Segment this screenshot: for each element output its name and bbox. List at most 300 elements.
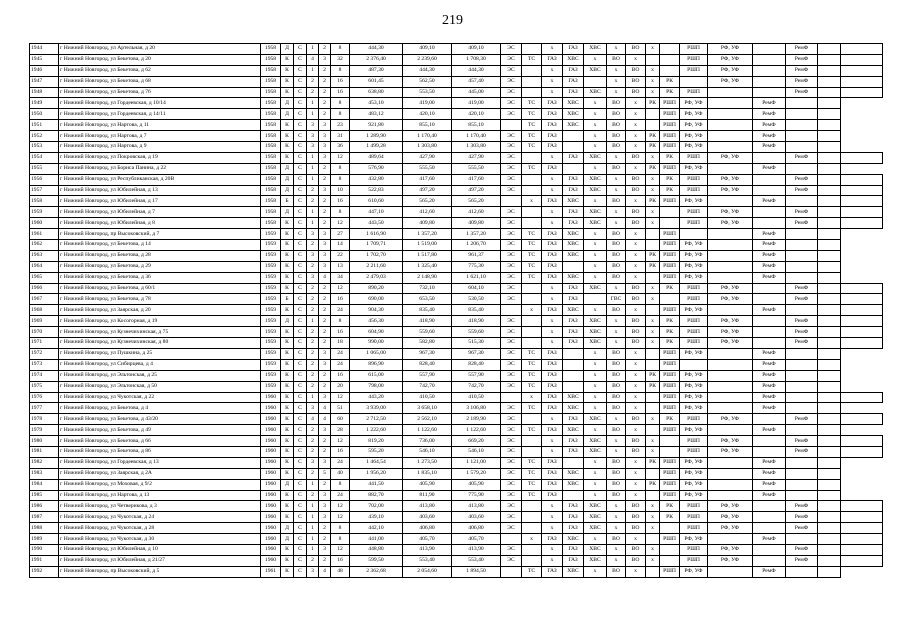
table-cell [646, 109, 660, 120]
table-cell: 811,90 [403, 490, 452, 501]
table-cell: х [584, 54, 607, 65]
table-cell [708, 468, 753, 479]
table-cell: ГАЗ [542, 98, 563, 109]
table-cell [786, 566, 818, 577]
table-cell: х [607, 76, 626, 87]
registry-body [30, 44, 883, 578]
table-cell: 638,80 [350, 87, 403, 98]
table-cell: ЭС [501, 185, 522, 196]
row-number-cell: 1974 [30, 370, 59, 381]
table-cell: ВО [607, 272, 626, 283]
table-cell: ТС [522, 240, 542, 251]
table-cell: х [607, 44, 626, 55]
address-cell: г Нижний Новгород, пр Высоковский, д 5 [59, 566, 261, 577]
table-cell: Д [281, 174, 294, 185]
table-cell: ГАЗ [542, 468, 563, 479]
table-cell: 51 [331, 403, 350, 414]
table-cell: 2 [319, 370, 331, 381]
table-cell: ВО [626, 501, 646, 512]
table-cell: 1 170,40 [403, 131, 452, 142]
table-cell [786, 272, 818, 283]
table-cell: ВО [607, 468, 626, 479]
table-cell: 2 [319, 174, 331, 185]
table-cell [818, 218, 841, 229]
table-cell: РШП [660, 490, 680, 501]
table-cell: 18 [331, 338, 350, 349]
table-cell: 604,10 [452, 283, 501, 294]
table-cell: РК [646, 261, 660, 272]
table-cell: 2 239,60 [403, 54, 452, 65]
address-cell: г Нижний Новгород, ул Бекетова, д 43/20 [59, 414, 261, 425]
row-number-cell: 1945 [30, 54, 59, 65]
table-cell: 742,70 [403, 381, 452, 392]
row-number-cell: 1971 [30, 338, 59, 349]
table-cell: РФ, УФ [708, 414, 753, 425]
row-number-cell: 1982 [30, 457, 59, 468]
table-cell: РФ, УФ [708, 523, 753, 534]
table-cell: РемФ [753, 479, 786, 490]
table-cell: К [281, 261, 294, 272]
table-cell: 1 [307, 65, 319, 76]
table-cell: х [584, 457, 607, 468]
table-cell: х [607, 544, 626, 555]
table-cell [818, 501, 841, 512]
table-cell [818, 457, 841, 468]
table-cell: РФ, УФ [708, 174, 753, 185]
table-cell: 427,90 [403, 152, 452, 163]
table-cell [841, 534, 883, 545]
table-cell: ВО [626, 174, 646, 185]
table-cell: С [294, 250, 307, 261]
table-cell: 557,90 [403, 370, 452, 381]
table-cell: С [294, 109, 307, 120]
table-row [30, 283, 883, 294]
table-cell: Б [281, 196, 294, 207]
table-cell [660, 446, 680, 457]
table-cell: 3 [307, 272, 319, 283]
table-cell: 1960 [261, 468, 281, 479]
table-cell: 16 [331, 327, 350, 338]
table-cell: 3 [307, 131, 319, 142]
table-cell [753, 436, 786, 447]
table-cell: 1 579,20 [452, 468, 501, 479]
table-cell: х [584, 272, 607, 283]
table-cell: РФ, УФ [708, 283, 753, 294]
table-cell: х [626, 468, 646, 479]
row-number-cell: 1969 [30, 316, 59, 327]
table-cell: К [281, 436, 294, 447]
table-cell: ЭС [501, 250, 522, 261]
table-cell [786, 359, 818, 370]
table-cell: 456,30 [350, 316, 403, 327]
table-row [30, 414, 883, 425]
table-cell: 1958 [261, 65, 281, 76]
table-cell: ХВС [563, 120, 584, 131]
row-number-cell: 1975 [30, 381, 59, 392]
table-cell: ЭС [501, 468, 522, 479]
table-cell: 1960 [261, 403, 281, 414]
table-cell: К [281, 468, 294, 479]
table-cell: 1 [307, 163, 319, 174]
table-cell: ГАЗ [542, 305, 563, 316]
table-cell: 36 [331, 142, 350, 153]
table-cell [708, 566, 753, 577]
table-cell: РемФ [753, 370, 786, 381]
table-cell [563, 131, 584, 142]
table-cell [522, 316, 542, 327]
table-cell: 16 [331, 446, 350, 457]
table-cell: 921,80 [350, 120, 403, 131]
table-cell: ГАЗ [563, 152, 584, 163]
table-cell [753, 338, 786, 349]
table-cell: РФ, УФ [680, 305, 708, 316]
table-cell: 12 [331, 436, 350, 447]
table-cell: 444,30 [452, 65, 501, 76]
table-cell: 1 708,30 [452, 54, 501, 65]
table-cell: С [294, 544, 307, 555]
table-cell: 1 357,20 [452, 229, 501, 240]
table-cell: РемФ [753, 250, 786, 261]
table-cell: х [646, 544, 660, 555]
address-cell: г Нижний Новгород, ул Бекетова, д 14 [59, 240, 261, 251]
table-cell [680, 229, 708, 240]
table-cell: ЭС [501, 207, 522, 218]
table-cell: ХВС [584, 152, 607, 163]
table-cell: х [584, 490, 607, 501]
table-cell: ГАЗ [542, 272, 563, 283]
table-cell: ЭС [501, 294, 522, 305]
table-cell: ЭС [501, 240, 522, 251]
table-cell: х [542, 414, 563, 425]
table-cell: 3 [319, 152, 331, 163]
table-cell [753, 87, 786, 98]
table-cell: 2 [319, 218, 331, 229]
table-cell: 1 170,40 [452, 131, 501, 142]
table-cell: 1960 [261, 523, 281, 534]
table-cell: х [584, 109, 607, 120]
table-cell: ЭС [501, 414, 522, 425]
table-cell: ГАЗ [563, 555, 584, 566]
table-cell [522, 501, 542, 512]
table-cell: С [294, 218, 307, 229]
table-cell: 3 [319, 457, 331, 468]
table-row [30, 316, 883, 327]
table-cell: х [626, 120, 646, 131]
table-cell: 553,40 [452, 555, 501, 566]
table-cell: 2 148,90 [403, 272, 452, 283]
table-cell: С [294, 490, 307, 501]
table-cell: ЭС [501, 359, 522, 370]
table-cell: х [626, 403, 646, 414]
table-cell: х [522, 534, 542, 545]
address-cell: г Нижний Новгород, ул Бекетова, д 62 [59, 65, 261, 76]
table-cell: ЭС [501, 381, 522, 392]
table-cell: РШП [660, 403, 680, 414]
table-cell: х [626, 131, 646, 142]
table-cell: С [294, 54, 307, 65]
table-cell: х [584, 370, 607, 381]
table-cell: х [626, 163, 646, 174]
table-cell: С [294, 229, 307, 240]
table-cell: РемФ [753, 392, 786, 403]
table-cell: 2 [319, 207, 331, 218]
table-cell: 3 [319, 120, 331, 131]
address-cell: г Нижний Новгород, ул Юбилейная, д 13 [59, 185, 261, 196]
table-cell [786, 261, 818, 272]
table-cell: х [584, 163, 607, 174]
table-cell: 555,50 [452, 163, 501, 174]
table-cell: 1958 [261, 131, 281, 142]
table-cell: ГАЗ [563, 501, 584, 512]
table-cell: ХВС [563, 196, 584, 207]
table-cell: РемФ [753, 131, 786, 142]
table-cell: РФ, УФ [680, 142, 708, 153]
table-cell: РемФ [786, 207, 818, 218]
table-cell: ТС [522, 250, 542, 261]
table-cell: К [281, 403, 294, 414]
table-cell [501, 392, 522, 403]
table-cell: ВО [607, 490, 626, 501]
table-cell: С [294, 65, 307, 76]
table-cell: ТС [522, 229, 542, 240]
table-cell: ГАЗ [542, 403, 563, 414]
table-cell: РК [646, 479, 660, 490]
table-cell: ЭС [501, 490, 522, 501]
table-cell: РШП [680, 207, 708, 218]
table-cell [841, 414, 883, 425]
table-cell: ГАЗ [542, 359, 563, 370]
table-cell: 1958 [261, 142, 281, 153]
table-cell: 2 [307, 348, 319, 359]
table-cell: х [646, 338, 660, 349]
table-cell: 3 [319, 544, 331, 555]
table-cell [708, 490, 753, 501]
table-cell: РК [646, 196, 660, 207]
row-number-cell: 1967 [30, 294, 59, 305]
row-number-cell: 1992 [30, 566, 59, 577]
table-cell: 1 [307, 44, 319, 55]
table-cell: 2 [319, 305, 331, 316]
table-row [30, 76, 883, 87]
table-cell: х [646, 44, 660, 55]
row-number-cell: 1981 [30, 446, 59, 457]
table-cell: 4 [307, 54, 319, 65]
table-cell: С [294, 261, 307, 272]
table-cell: К [281, 152, 294, 163]
table-cell: РемФ [786, 54, 818, 65]
table-cell: К [281, 229, 294, 240]
table-cell: 16 [331, 555, 350, 566]
row-number-cell: 1953 [30, 142, 59, 153]
table-row [30, 240, 883, 251]
table-row [30, 403, 883, 414]
table-cell [660, 523, 680, 534]
table-cell: ГАЗ [563, 65, 584, 76]
table-cell: 8 [331, 163, 350, 174]
table-cell: 3 [307, 457, 319, 468]
address-cell: г Нижний Новгород, ул Кузнечихинская, д 80 [59, 338, 261, 349]
table-cell: 418,90 [452, 316, 501, 327]
table-cell [753, 65, 786, 76]
table-cell: К [281, 54, 294, 65]
table-cell [818, 131, 841, 142]
table-cell: ТС [522, 370, 542, 381]
table-cell: х [542, 218, 563, 229]
table-cell: 1 835,10 [403, 468, 452, 479]
table-cell [660, 54, 680, 65]
row-number-cell: 1947 [30, 76, 59, 87]
table-cell: ГАЗ [542, 261, 563, 272]
row-number-cell: 1946 [30, 65, 59, 76]
table-row [30, 479, 883, 490]
table-cell: х [584, 196, 607, 207]
table-cell: Д [281, 185, 294, 196]
table-cell: 742,70 [452, 381, 501, 392]
table-cell: х [626, 54, 646, 65]
table-cell: ГАЗ [563, 207, 584, 218]
row-number-cell: 1968 [30, 305, 59, 316]
table-cell [818, 261, 841, 272]
table-row [30, 566, 883, 577]
table-cell: ЭС [501, 555, 522, 566]
table-cell [708, 305, 753, 316]
table-cell: 1960 [261, 414, 281, 425]
table-cell: РК [660, 174, 680, 185]
address-cell: г Нижний Новгород, ул Бекетова, д 66 [59, 436, 261, 447]
address-cell: г Нижний Новгород, ул Юбилейная, д 7 [59, 207, 261, 218]
table-cell [753, 218, 786, 229]
table-cell: 1958 [261, 163, 281, 174]
table-cell: 8 [331, 44, 350, 55]
table-cell: РШП [680, 65, 708, 76]
table-cell [646, 272, 660, 283]
table-cell [708, 163, 753, 174]
address-cell: г Нижний Новгород, ул Бекетова, д 36 [59, 272, 261, 283]
table-cell: 1 894,50 [452, 566, 501, 577]
row-number-cell: 1972 [30, 348, 59, 359]
table-cell: х [646, 327, 660, 338]
table-cell [818, 174, 841, 185]
table-cell: 1 [307, 218, 319, 229]
table-cell: 1960 [261, 490, 281, 501]
table-cell: 8 [331, 207, 350, 218]
table-cell: 497,20 [403, 185, 452, 196]
table-cell: 14 [331, 240, 350, 251]
table-cell: ВО [626, 152, 646, 163]
table-cell: Б [281, 294, 294, 305]
table-cell: 8 [331, 98, 350, 109]
row-number-cell: 1950 [30, 109, 59, 120]
table-cell: 24 [331, 490, 350, 501]
table-cell [818, 370, 841, 381]
table-cell [786, 457, 818, 468]
address-cell: г Нижний Новгород, ул Нартова, д 11 [59, 120, 261, 131]
table-cell: х [607, 523, 626, 534]
table-cell: ВО [607, 229, 626, 240]
table-cell: Д [281, 98, 294, 109]
table-cell: ГАЗ [563, 446, 584, 457]
table-cell: ВО [626, 65, 646, 76]
table-cell: 443,50 [350, 218, 403, 229]
table-cell: РФ, УФ [708, 152, 753, 163]
table-cell: ХВС [584, 544, 607, 555]
table-cell: 412,60 [403, 207, 452, 218]
table-cell: ВО [607, 381, 626, 392]
table-cell: 1958 [261, 54, 281, 65]
table-cell: К [281, 544, 294, 555]
table-cell: РШП [680, 501, 708, 512]
table-cell [841, 305, 883, 316]
table-cell: С [294, 98, 307, 109]
table-cell: РемФ [753, 109, 786, 120]
table-cell: ЭС [501, 348, 522, 359]
table-cell: РемФ [786, 316, 818, 327]
table-cell: х [607, 218, 626, 229]
table-cell [753, 283, 786, 294]
table-cell: 409,10 [452, 44, 501, 55]
table-cell: х [584, 468, 607, 479]
row-number-cell: 1949 [30, 98, 59, 109]
table-cell: 3 [319, 240, 331, 251]
table-cell: ТС [522, 109, 542, 120]
table-cell [841, 196, 883, 207]
table-cell [841, 555, 883, 566]
table-cell: С [294, 555, 307, 566]
table-cell: х [542, 207, 563, 218]
table-cell: 2 [319, 316, 331, 327]
table-cell: РК [646, 163, 660, 174]
table-cell [563, 457, 584, 468]
table-cell [841, 207, 883, 218]
table-cell: 1959 [261, 229, 281, 240]
table-cell: ВО [626, 414, 646, 425]
table-cell: ЭС [501, 218, 522, 229]
table-cell: РШП [660, 359, 680, 370]
table-cell [708, 98, 753, 109]
table-cell: х [584, 240, 607, 251]
table-cell [818, 544, 841, 555]
address-cell: г Нижний Новгород, ул Юбилейная, д 8 [59, 218, 261, 229]
table-cell: РемФ [753, 534, 786, 545]
table-cell [563, 370, 584, 381]
table-cell: 3 658,10 [403, 403, 452, 414]
table-cell: К [281, 446, 294, 457]
table-cell [708, 229, 753, 240]
table-cell: ВО [607, 54, 626, 65]
address-cell: г Нижний Новгород, ул Бекетова, д 4 [59, 403, 261, 414]
address-cell: г Нижний Новгород, ул Бекетова, д 68 [59, 76, 261, 87]
table-cell: ТС [522, 163, 542, 174]
table-cell: ЭС [501, 44, 522, 55]
table-cell: 615,00 [350, 370, 403, 381]
table-cell: ХВС [584, 446, 607, 457]
table-cell: С [294, 152, 307, 163]
table-cell: 2 [319, 294, 331, 305]
table-cell [818, 534, 841, 545]
table-cell: РШП [680, 555, 708, 566]
table-cell: РШП [680, 294, 708, 305]
table-cell: РШП [680, 87, 708, 98]
table-cell: ХВС [563, 54, 584, 65]
table-cell: ВО [626, 436, 646, 447]
table-cell: ХВС [563, 229, 584, 240]
table-cell: РШП [660, 120, 680, 131]
table-cell: х [584, 381, 607, 392]
table-cell: 1 122,60 [403, 425, 452, 436]
table-cell: РФ, УФ [708, 316, 753, 327]
table-cell: ГАЗ [542, 479, 563, 490]
table-cell: ВО [626, 44, 646, 55]
